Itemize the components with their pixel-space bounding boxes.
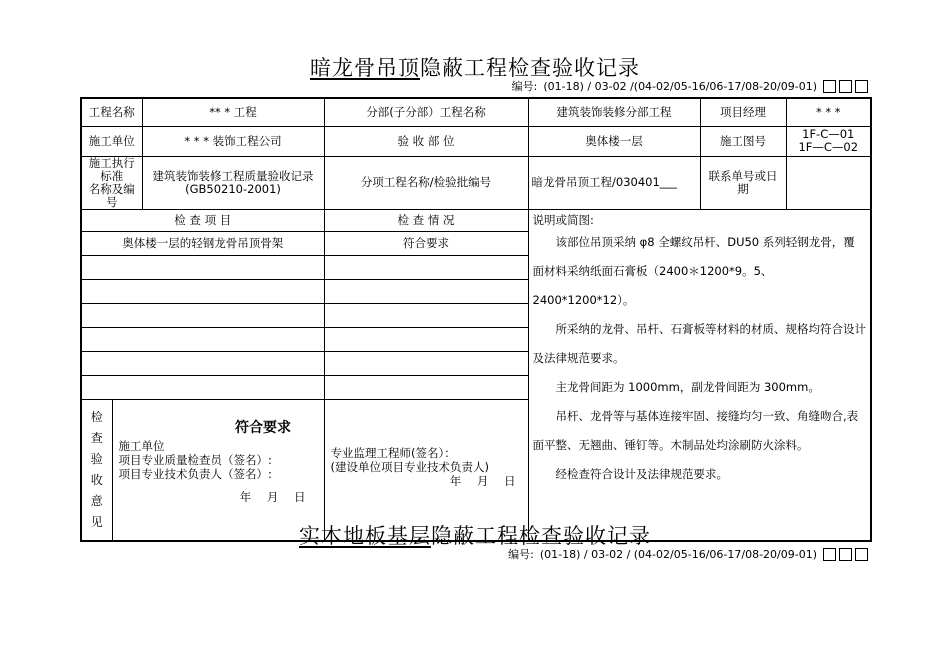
situation-header: 检 查 情 况 bbox=[324, 209, 528, 231]
batch-value: 暗龙骨吊顶工程/030401___ bbox=[528, 156, 700, 209]
manager-value: * * * bbox=[786, 98, 871, 126]
drawing-no-label: 施工图号 bbox=[700, 126, 786, 156]
situation-empty[interactable] bbox=[324, 279, 528, 303]
checkbox-box[interactable] bbox=[823, 548, 836, 561]
doc2-title-rest: 隐蔽工程检查验收记录 bbox=[431, 524, 651, 548]
situation-empty[interactable] bbox=[324, 255, 528, 279]
manager-label: 项目经理 bbox=[700, 98, 786, 126]
opinion-unit: 施工单位 bbox=[118, 438, 165, 453]
notes-header: 说明或简图: bbox=[532, 212, 594, 227]
contractor-value: * * * 装饰工程公司 bbox=[142, 126, 324, 156]
standard-label-line2: 名称及编号 bbox=[88, 181, 135, 209]
table-row bbox=[81, 209, 871, 231]
checkbox-box[interactable] bbox=[839, 548, 852, 561]
drawing-no-1: 1F-C—01 bbox=[802, 127, 855, 141]
opinion-label-char: 检 bbox=[90, 409, 103, 424]
drawing-no-2: 1F—C—02 bbox=[798, 140, 859, 154]
subdivision-value: 建筑装饰装修分部工程 bbox=[528, 98, 700, 126]
batch-label: 分项工程名称/检验批编号 bbox=[324, 156, 528, 209]
project-name-label: 工程名称 bbox=[81, 98, 142, 126]
opinion-label-char: 意 bbox=[90, 493, 103, 508]
doc1-code-label: 编号: bbox=[511, 80, 538, 93]
opinion-label-char: 验 bbox=[90, 451, 103, 466]
table-row bbox=[81, 156, 871, 209]
project-name-value: ** * 工程 bbox=[142, 98, 324, 126]
doc2-code-line bbox=[508, 546, 868, 562]
acceptance-part-value: 奥体楼一层 bbox=[528, 126, 700, 156]
standard-label bbox=[81, 156, 142, 209]
situation-1: 符合要求 bbox=[324, 231, 528, 255]
supervisor-line1: 专业监理工程师(签名）： bbox=[330, 445, 456, 460]
inspection-table bbox=[80, 97, 872, 542]
check-item-empty[interactable] bbox=[81, 375, 324, 399]
notes-para: 所采纳的龙骨、吊杆、石膏板等材料的材质、规格均符合设计及法律规范要求。 bbox=[532, 321, 866, 365]
check-item-empty[interactable] bbox=[81, 255, 324, 279]
doc2-checkboxes bbox=[823, 548, 868, 561]
checkbox-box[interactable] bbox=[823, 80, 836, 93]
opinion-tech: 项目专业技术负责人（签名）: bbox=[118, 466, 272, 481]
opinion-label-char: 见 bbox=[90, 514, 103, 529]
doc2-title-underlined: 实木地板基层 bbox=[299, 524, 431, 548]
check-item-1: 奥体楼一层的轻钢龙骨吊顶骨架 bbox=[81, 231, 324, 255]
check-item-empty[interactable] bbox=[81, 327, 324, 351]
situation-empty[interactable] bbox=[324, 327, 528, 351]
check-item-empty[interactable] bbox=[81, 279, 324, 303]
notes-para: 主龙骨间距为 1000mm，副龙骨间距为 300mm。 bbox=[555, 379, 820, 394]
standard-value bbox=[142, 156, 324, 209]
notes-para: 该部位吊顶采纳 φ8 全螺纹吊杆、DU50 系列轻钢龙骨，覆面材料采纳纸面石膏板（2400＊1200*9。5、2400*1200*12）。 bbox=[532, 234, 855, 307]
checkbox-box[interactable] bbox=[839, 80, 852, 93]
situation-empty[interactable] bbox=[324, 351, 528, 375]
doc1-code-value: (01-18) / 03-02 /(04-02/05-16/06-17/08-20/09-01) bbox=[543, 79, 817, 93]
contact-value[interactable] bbox=[786, 156, 871, 209]
opinion-date: 年 月 日 bbox=[239, 489, 312, 504]
standard-value-line2: (GB50210-2001) bbox=[185, 181, 281, 196]
opinion-inspector: 项目专业质量检查员（签名）: bbox=[118, 452, 272, 467]
standard-value-line1: 建筑装饰装修工程质量验收记录 bbox=[152, 168, 314, 183]
supervisor-line2: (建设单位项目专业技术负责人) bbox=[330, 459, 489, 474]
table-row bbox=[81, 98, 871, 126]
check-item-empty[interactable] bbox=[81, 303, 324, 327]
opinion-label-char: 收 bbox=[90, 472, 103, 487]
doc2-code-label: 编号: bbox=[508, 548, 534, 561]
opinion-result: 符合要求 bbox=[235, 419, 291, 436]
acceptance-part-label: 验 收 部 位 bbox=[324, 126, 528, 156]
doc1-code-line bbox=[512, 78, 868, 94]
doc2-code-value: (01-18) / 03-02 / (04-02/05-16/06-17/08-20/09-01) bbox=[539, 547, 817, 561]
notes-para: 经检查符合设计及法律规范要求。 bbox=[555, 466, 728, 481]
subdivision-label: 分部(子分部）工程名称 bbox=[324, 98, 528, 126]
table-row bbox=[81, 126, 871, 156]
checkbox-box[interactable] bbox=[855, 80, 868, 93]
doc1-checkboxes bbox=[823, 80, 868, 93]
notes-para: 吊杆、龙骨等与基体连接牢固、接缝均匀一致、角缝吻合,表面平整、无翘曲、锤钉等。木制品处均涂刷防火涂料。 bbox=[532, 408, 859, 452]
checkbox-box[interactable] bbox=[855, 548, 868, 561]
situation-empty[interactable] bbox=[324, 375, 528, 399]
contractor-label: 施工单位 bbox=[81, 126, 142, 156]
drawing-no-value bbox=[786, 126, 871, 156]
doc1-title-rest: 隐蔽工程检查验收记录 bbox=[420, 56, 640, 80]
situation-empty[interactable] bbox=[324, 303, 528, 327]
check-item-empty[interactable] bbox=[81, 351, 324, 375]
contact-label: 联系单号或日期 bbox=[700, 156, 786, 209]
notes-cell bbox=[528, 209, 871, 541]
opinion-label-char: 查 bbox=[90, 430, 103, 445]
doc1-title-underlined: 暗龙骨吊顶 bbox=[310, 56, 420, 80]
supervisor-date: 年 月 日 bbox=[449, 473, 522, 488]
check-item-header: 检 查 项 目 bbox=[81, 209, 324, 231]
standard-label-line1: 施工执行标准 bbox=[88, 155, 135, 183]
